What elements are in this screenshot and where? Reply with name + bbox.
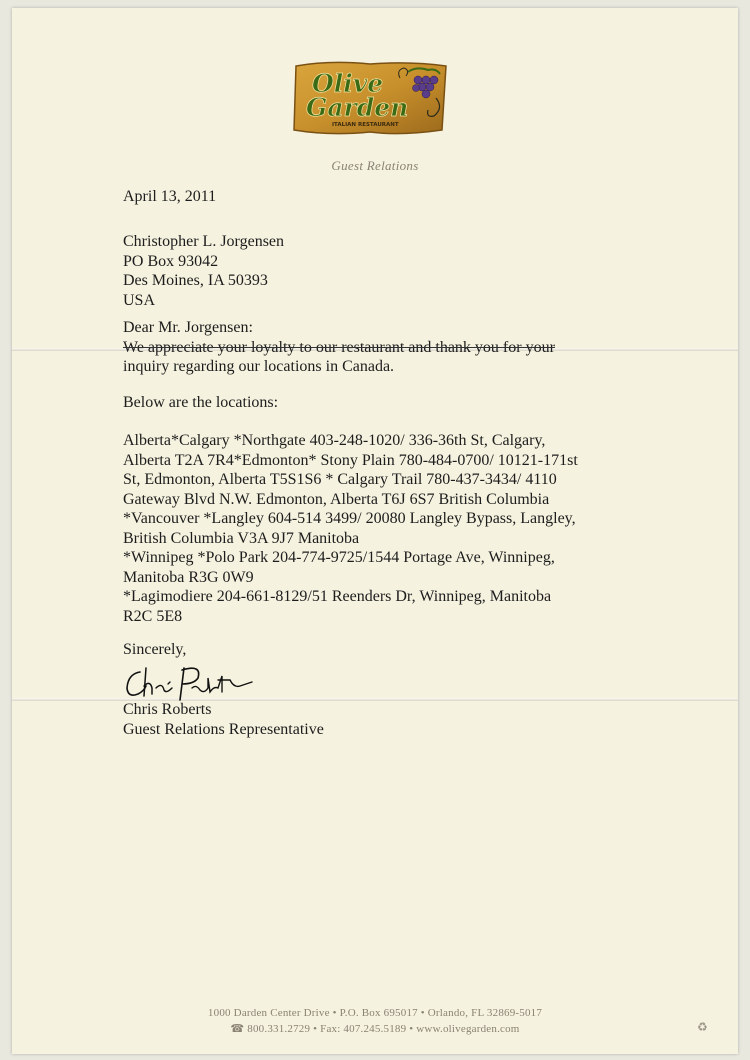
logo-brand-line2: Garden [306, 93, 409, 122]
salutation: Dear Mr. Jorgensen: [123, 319, 253, 336]
signer-name: Chris Roberts [123, 701, 212, 718]
recipient-name: Christopher L. Jorgensen [123, 233, 285, 250]
department-title: Guest Relations [331, 158, 419, 173]
footer-contact: ☎ 800.331.2729 • Fax: 407.245.5189 • www.olivegarden.com [230, 1023, 520, 1035]
recipient-po-box: PO Box 93042 [123, 252, 219, 270]
paragraph-line: We appreciate your loyalty to our restaurant and thank you for your [123, 338, 555, 356]
location-line: R2C 5E8 [123, 607, 183, 625]
logo-tagline: ITALIAN RESTAURANT [332, 122, 399, 128]
location-line: Manitoba R3G 0W9 [123, 568, 254, 586]
location-line: British Columbia V3A 9J7 Manitoba [123, 529, 360, 547]
location-line: St, Edmonton, Alberta T5S1S6 * Calgary Trail 780-437-3434/ 4110 [123, 471, 557, 488]
recipient-city: Des Moines, IA 50393 [123, 272, 268, 289]
footer-address: 1000 Darden Center Drive • P.O. Box 695017 • Orlando, FL 32869-5017 [207, 1007, 543, 1019]
recycle-icon: ♻ [697, 1020, 708, 1034]
letter-date: April 13, 2011 [123, 188, 217, 205]
location-line: Alberta T2A 7R4*Edmonton* Stony Plain 780-484-0700/ 10121-171st [123, 451, 578, 469]
paragraph-line: inquiry regarding our locations in Canada. [123, 358, 395, 375]
recipient-country: USA [123, 291, 156, 309]
location-line: Alberta*Calgary *Northgate 403-248-1020/ 336-36th St, Calgary, [123, 432, 546, 449]
location-line: *Winnipeg *Polo Park 204-774-9725/1544 Portage Ave, Winnipeg, [123, 549, 555, 566]
olive-garden-logo [290, 58, 450, 138]
signer-block [123, 700, 683, 739]
locations-list [123, 431, 683, 626]
logo-brand-line1: Olive [312, 69, 384, 98]
letter-page [12, 8, 738, 1054]
recipient-address [123, 232, 683, 310]
locations-intro: Below are the locations: [123, 394, 279, 411]
closing: Sincerely, [123, 641, 187, 658]
location-line: Gateway Blvd N.W. Edmonton, Alberta T6J 6S7 British Columbia [123, 490, 550, 508]
location-line: *Vancouver *Langley 604-514 3499/ 20080 Langley Bypass, Langley, [123, 510, 576, 527]
letter-opening [123, 318, 683, 377]
location-line: *Lagimodiere 204-661-8129/51 Reenders Dr, Winnipeg, Manitoba [123, 588, 552, 605]
signer-title: Guest Relations Representative [123, 720, 324, 738]
